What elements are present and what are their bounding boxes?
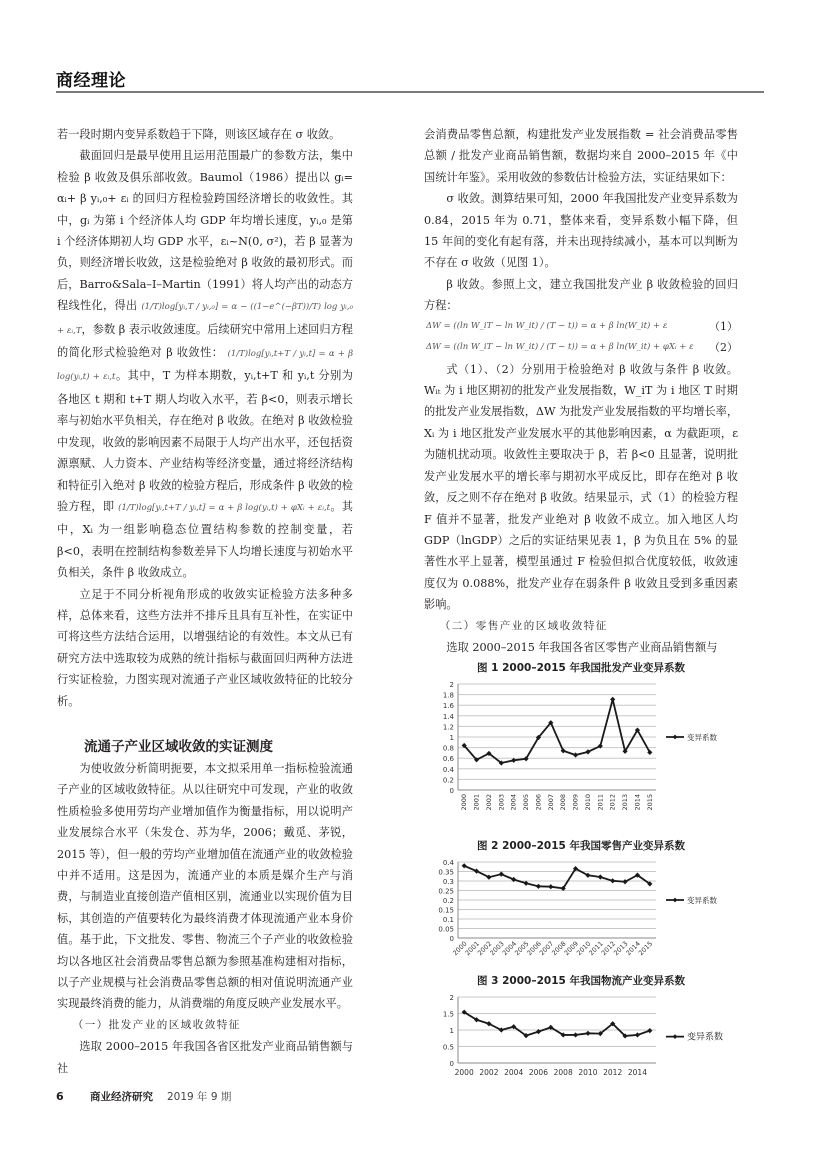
x-tick-label: 2002: [479, 1068, 499, 1078]
legend-marker: [673, 735, 678, 740]
y-tick-label: 0.3: [442, 877, 454, 886]
y-tick-label: 0.25: [438, 887, 454, 896]
series-line: [464, 866, 650, 889]
y-tick-label: 1.2: [442, 723, 454, 732]
equation-2: ΔW = ((ln W_iT − ln W_it) / (T − t)) = α + β ln(W_it) + φXᵢ + ε: [426, 342, 694, 353]
x-tick-label: 2012: [608, 794, 617, 811]
x-tick-label: 2002: [484, 794, 493, 811]
x-tick-label: 2006: [534, 794, 543, 811]
paragraph: σ 收敛。测算结果可知，2000 年我国批发产业变异系数为 0.84，2015 年为 0.71，整体来看，变异系数小幅下降，但 15 年间的变化有起有落，并未出现持续减小，基本可以判断为不存在 σ 收敛（见图 1）。: [424, 192, 738, 270]
x-tick-label: 2009: [571, 794, 580, 811]
page-footer: [56, 1089, 231, 1104]
paragraph: 为使收敛分析简明扼要，本文拟采用单一指标检验流通子产业的区域收敛特征。从以往研究中可发现，产业的收敛性质检验多使用劳均产业增加值作为衡量指标，用以说明产业发展综合水平（朱发仓、苏为华，2006；戴觅、茅锐，2015 等），但一般的劳均产业增加值在流通产业的收敛检验中并不适用。这是因为，流通产业的本质是媒介生产与消费，与制造业直接创造产值相区别，流通业以实现价值为目标，其创造的产值要转化为最终消费才体现流通产业本身价值。基于此，下文批发、零售、物流三个子产业的收敛检验均以各地区社会消费品零售总额为参照基准构建相对指标，以子产业规模与社会消费品零售总额的相对值说明流通产业实现最终消费的能力，从消费端的角度反映产业发展水平。: [57, 761, 353, 1011]
y-tick-label: 1: [449, 734, 454, 743]
series-line: [464, 700, 650, 764]
paragraph: [57, 145, 353, 583]
equation: (1/T)log[yᵢ,t+T / yᵢ,t] = α + β log(yᵢ,t) + εᵢ,t: [57, 349, 353, 383]
data-point: [573, 753, 578, 758]
paragraph: 若一段时期内变异系数趋于下降，则该区域存在 σ 收敛。: [57, 128, 341, 141]
data-point: [598, 874, 603, 879]
y-tick-label: 0: [449, 934, 454, 943]
figure-2: [424, 836, 738, 971]
page-number: 6: [56, 1090, 64, 1103]
equation: (1/T)log[yᵢ,T / yᵢ,₀] = α − ((1−e^(−βT))/T) log yᵢ,₀ + εᵢ,T: [57, 302, 353, 336]
y-tick-label: 1.5: [442, 1010, 454, 1019]
paragraph: 立足于不同分析视角形成的收敛实证检验方法多种多样，总体来看，这些方法并不排斥且具有互补性，在实证中可将这些方法结合运用，以增强结论的有效性。本文从已有研究方法中选取较为成熟的统计指标与截面回归两种方法进行实证检验，力图实现对流通子产业区域收敛特征的比较分析。: [57, 587, 353, 708]
x-tick-label: 2001: [472, 794, 481, 811]
data-point: [635, 1033, 640, 1038]
x-tick-label: 2005: [513, 939, 531, 957]
x-tick-label: 2015: [645, 794, 654, 811]
x-tick-label: 2014: [633, 794, 642, 811]
y-tick-label: 2: [449, 681, 454, 690]
x-tick-label: 2000: [454, 1068, 474, 1078]
x-tick-label: 2010: [578, 1068, 598, 1078]
equation-number: （1）: [709, 320, 738, 334]
x-tick-label: 2005: [522, 794, 531, 811]
y-tick-label: 2: [449, 994, 454, 1003]
paragraph: β 收敛。参照上文，建立我国批发产业 β 收敛检验的回归方程：: [424, 277, 738, 313]
y-tick-label: 0.15: [438, 906, 454, 915]
y-tick-label: 0.1: [442, 915, 454, 924]
x-tick-label: 2004: [504, 1068, 524, 1078]
series-line: [464, 1012, 650, 1036]
x-tick-label: 2009: [562, 939, 580, 957]
y-tick-label: 0: [449, 787, 454, 796]
x-tick-label: 2011: [596, 794, 605, 811]
x-tick-label: 2012: [603, 1068, 623, 1078]
subsection-heading: （二）零售产业的区域收敛特征: [439, 619, 608, 632]
data-point: [548, 884, 553, 889]
paragraph-text: 截面回归是最早使用且运用范围最广的参数方法，集中检验 β 收敛及俱乐部收敛。Baumol（1986）提出以 gᵢ= αᵢ+ β yᵢ,₀+ εᵢ 的回归方程检验跨国经济增长的收敛性。其中，gᵢ 为第 i 个经济体人均 GDP 年均增长速度，yᵢ,₀ 是第 i 个经济体期初人均 GDP 水平，εᵢ~N(0, σ²)，若 β 显著为负，则经济增长收敛，这是检验绝对 β 收敛的最初形式。而后，Barro&Sala–I–Martin（1991）将人均产出的动态方程线性化，得出: [57, 149, 353, 313]
right-column: [424, 124, 738, 1091]
paragraph: 选取 2000–2015 年我国各省区批发产业商品销售额与社: [57, 1040, 353, 1075]
x-tick-label: 2012: [599, 939, 618, 957]
data-point: [573, 1033, 578, 1038]
legend-label: 变异系数: [687, 733, 717, 743]
x-tick-label: 2006: [528, 1068, 548, 1078]
chart-1-plot: [424, 678, 738, 828]
section-title: 商经理论: [56, 71, 126, 91]
y-tick-label: 0.4: [442, 766, 454, 775]
y-tick-label: 0.05: [438, 925, 454, 934]
y-tick-label: 1.4: [442, 713, 454, 722]
section-heading: 流通子产业区域收敛的实证测度: [84, 738, 273, 755]
y-tick-label: 0: [449, 1060, 454, 1069]
x-tick-label: 2014: [627, 1068, 647, 1078]
y-tick-label: 1.8: [442, 691, 454, 700]
paragraph: 式（1）、（2）分别用于检验绝对 β 收敛与条件 β 收敛。Wᵢₜ 为 i 地区期初的批发产业发展指数，W_iT 为 i 地区 T 时期的批发产业发展指数，ΔW 为批发产业发展指数的平均增长率，Xᵢ 为 i 地区批发产业发展水平的其他影响因素，α 为截距项，ε 为随机扰动项。收敛性主要取决于 β，若 β<0 且显著，说明批发产业发展水平的增长率与期初水平成反比，即存在绝对 β 收敛，反之则不存在绝对 β 收敛。结果显示，式（1）的检验方程 F 值并不显著，批发产业绝对 β 收敛不成立。加入地区人均 GDP（lnGDP）之后的实证结果见表 1，β 为负且在 5% 的显著性水平上显著，模型虽通过 F 检验但拟合优度较低，收敛速度仅为 0.088%，批发产业存在弱条件 β 收敛且受到多重因素影响。: [424, 362, 739, 612]
equation: (1/T)log[yᵢ,t+T / yᵢ,t] = α + β log(yᵢ,t) + φXᵢ + εᵢ,t: [118, 502, 331, 513]
y-tick-label: 0.35: [438, 868, 454, 877]
y-tick-label: 0.4: [442, 858, 454, 867]
paragraph: 会消费品零售总额，构建批发产业发展指数 = 社会消费品零售总额 / 批发产业商品销售额，数据均来自 2000–2015 年《中国统计年鉴》。采用收敛的参数估计检验方法，实证结果如下：: [424, 128, 738, 184]
x-tick-label: 2014: [624, 939, 642, 957]
legend-marker: [673, 1034, 678, 1039]
legend-marker: [673, 897, 678, 902]
figure-1: [424, 658, 738, 835]
paragraph-text: 。其中，Xᵢ 为一组影响稳态位置结构参数的控制变量，若 β<0，表明在控制结构参数差异下人均增长速度与初始水平负相关，条件 β 收敛成立。: [57, 499, 353, 580]
y-tick-label: 0.5: [442, 1043, 454, 1052]
data-point: [647, 1028, 652, 1033]
x-tick-label: 2007: [546, 794, 555, 811]
x-tick-label: 2006: [525, 939, 543, 957]
x-tick-label: 2001: [463, 939, 481, 957]
chart-3-plot: [424, 991, 738, 1083]
x-tick-label: 2004: [509, 794, 518, 811]
chart-title: 图 2 2000–2015 年我国零售产业变异系数: [477, 839, 685, 852]
equation-1: ΔW = ((ln W_iT − ln W_it) / (T − t)) = α + β ln(W_it) + ε: [426, 321, 668, 332]
issue-label: 2019 年 9 期: [167, 1091, 232, 1103]
paragraph-text: ，参数 β 表示收敛速度。后续研究中常用上述回归方程的简化形式检验绝对 β 收敛性：: [57, 322, 353, 360]
y-tick-label: 0.6: [442, 755, 454, 764]
x-tick-label: 2000: [460, 794, 469, 811]
x-tick-label: 2002: [475, 939, 494, 957]
paragraph: 选取 2000–2015 年我国各省区零售产业商品销售额与: [446, 640, 718, 654]
legend-label: 变异系数: [687, 1032, 724, 1043]
x-tick-label: 2011: [587, 939, 605, 957]
y-tick-label: 1.6: [442, 702, 454, 711]
paragraph-text: 。其中，T 为样本期数，yᵢ,t+T 和 yᵢ,t 分别为各地区 t 期和 t+T 期人均收入水平，若 β<0，则表示增长率与初始水平负相关，存在绝对 β 收敛。在绝对 β 收敛检验中发现，收敛的影响因素不局限于人均产出水平，还包括资源禀赋、人力资本、产业结构等经济变量，通过将经济结构和特征引入绝对 β 收敛的检验方程后，形成条件 β 收敛的检验方程，即: [57, 369, 353, 513]
data-point: [499, 871, 504, 876]
y-tick-label: 0.2: [442, 776, 454, 785]
data-point: [610, 878, 615, 883]
left-column: [57, 124, 353, 1079]
y-tick-label: 0.2: [442, 896, 454, 905]
journal-name: 商业经济研究: [90, 1091, 153, 1103]
data-point: [536, 883, 541, 888]
legend-label: 变异系数: [687, 895, 717, 905]
equation-row: [424, 317, 738, 338]
x-tick-label: 2008: [553, 1068, 573, 1078]
data-point: [561, 749, 566, 754]
x-tick-label: 2003: [497, 794, 506, 811]
x-tick-label: 2010: [574, 939, 593, 957]
x-tick-label: 2013: [621, 794, 630, 811]
header-rule: [56, 91, 764, 93]
data-point: [610, 697, 615, 702]
subsection-heading: （一）批发产业的区域收敛特征: [72, 1018, 241, 1031]
data-point: [462, 863, 467, 868]
equation-row: [424, 338, 738, 359]
y-tick-label: 0.8: [442, 744, 454, 753]
y-tick-label: 1: [449, 1027, 454, 1036]
x-tick-label: 2008: [559, 794, 568, 811]
equation-number: （2）: [709, 341, 738, 355]
chart-title: 图 3 2000–2015 年我国物流产业变异系数: [477, 975, 685, 988]
data-point: [585, 1031, 590, 1036]
x-tick-label: 2015: [636, 939, 655, 957]
x-tick-label: 2004: [500, 939, 519, 957]
x-tick-label: 2003: [488, 939, 506, 957]
x-tick-label: 2013: [612, 939, 630, 957]
x-tick-label: 2007: [537, 939, 556, 957]
figure-3: [424, 971, 738, 1090]
x-tick-label: 2000: [451, 939, 469, 957]
x-tick-label: 2008: [550, 939, 568, 957]
x-tick-label: 2010: [583, 794, 592, 811]
chart-title: 图 1 2000–2015 年我国批发产业变异系数: [477, 662, 685, 675]
chart-2-plot: [424, 856, 738, 964]
